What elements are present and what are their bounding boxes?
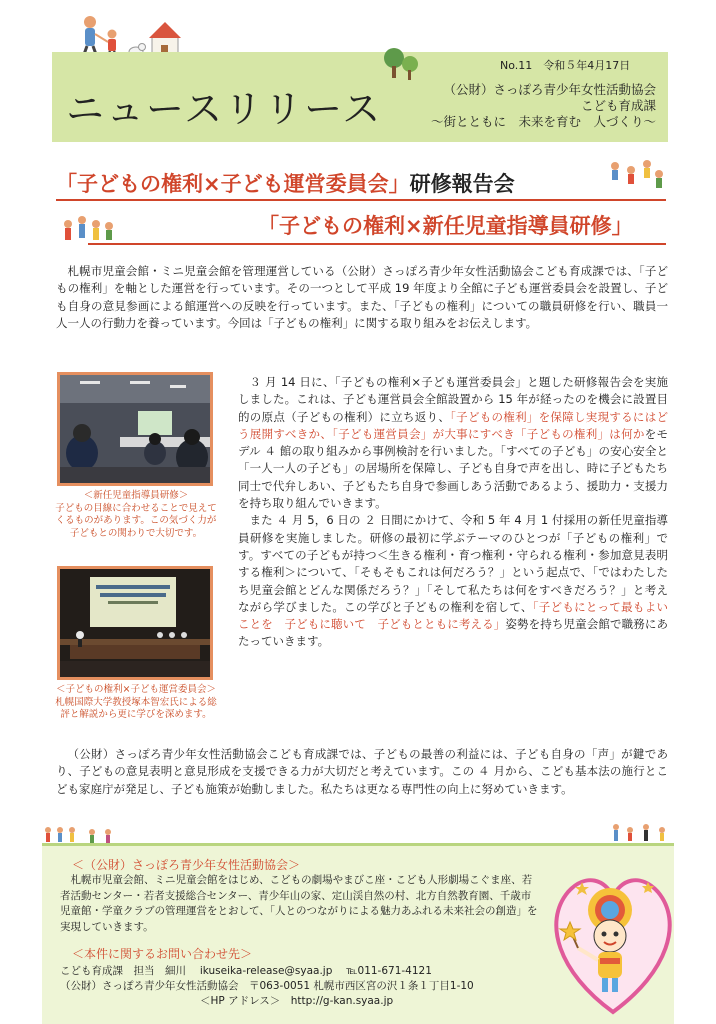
main-paragraph-1-highlight: 「子どもの権利」を保障し実現するにはどう展開すべきか、「子ども運営員会」が大事にすべき「子どもの権利」は何か [238,409,668,441]
contact-line-person: こども育成課 担当 細川 ikuseika-release@syaa.jp ℡011-671-4121 [60,965,432,977]
tagline: ～街とともに 未来を育む 人づくり～ [430,114,656,129]
footer-org-heading: ＜（公財）さっぽろ青少年女性活動協会＞ [72,858,301,872]
trees-icon [382,44,422,84]
main-body [238,374,668,651]
footer-org-description: 札幌市児童会館、ミニ児童会館をはじめ、こどもの劇場やまびこ座・こども人形劇場こぐま座、若者活動センター・若者支援総合センター、青少年山の家、定山渓自然の村、北方自然教育園、千歳市児童館・学童クラブの管理運営をとおして、「人とのつながりによる魅力あふれる未来社会の創造」を実現していきます。 [60,874,538,933]
main-paragraph-1-text-a: ３ 月 14 日に、「子どもの権利×子ども運営委員会」と題した研修報告会を実施しました。これは、子ども運営員会全館設置から 15 年が経ったのを機会に設置目的の原点（子どもの権利）に立ち返り、 [238,375,668,424]
org-name: （公財）さっぽろ青少年女性活動協会 [443,82,656,97]
main-paragraph-2 [238,512,668,650]
photo-1-caption [52,490,220,540]
footer-contact [60,964,474,1010]
headline-line-2: 「子どもの権利×新任児童指導員研修」 [258,214,633,238]
main-paragraph-2-text-b: 姿勢を持ち児童会館で職務にあたっていきます。 [238,617,668,649]
intro-paragraph: 札幌市児童会館・ミニ児童会館を管理運営している（公財）さっぽろ青少年女性活動協会こども育成課では、「子どもの権利」を軸とした運営を行っています。その一つとして平成 19 年度より全館に子ども運営委員会を設置し、子ども自身の意見参画による館運営への反映を行っています。また、「子どもの権利」についての職員研修を行い、職員一人一人の行動力を養っています。今回は「子どもの権利」に関する取り組みをお伝えします。 [56,264,668,330]
lecture-stage-image [60,569,210,677]
department-name: こども育成課 [580,98,656,113]
contact-line-website: ＜HP アドレス＞ http://g-kan.syaa.jp [200,995,394,1008]
headline-line-1-suffix: 研修報告会 [409,172,515,196]
mascot-character-logo [548,852,678,1022]
issue-number-date: No.11 令和５年4月17日 [500,59,631,72]
children-playing-illustration [605,158,667,194]
training-photo-new-staff [57,372,213,486]
photo-1-caption-body: 子どもの目線に合わせることで見えてくるものがあります。この気づく力が子どもとの関わりで大切です。 [55,502,217,539]
contact-line-address: （公財）さっぽろ青少年女性活動協会 〒063-0051 札幌市西区宮の沢１条１丁目1-10 [60,980,474,993]
headline-line-1 [56,168,515,198]
photo-2-caption-body: 札幌国際大学教授塚本智宏氏による総評と解説から更に学びを深めます。 [55,696,217,720]
footer-contact-heading: ＜本件に関するお問い合わせ先＞ [72,947,253,961]
photo-2-caption [52,684,220,722]
main-paragraph-2-highlight: 「子どもにとって最もよいことを 子どもに聴いて 子どもとともに考える」 [238,599,668,632]
headline-line-1-highlight: 「子どもの権利×子ども運営委員会」 [56,172,410,196]
main-paragraph-1 [238,374,668,512]
photo-1-caption-title: ＜新任児童指導員研修＞ [83,490,189,501]
main-paragraph-1-text-b: をモデル ４ 館の取り組みから事例検討を行いました。「すべての子ども」の安心安全と「一人一人の子ども」の居場所を保障し、子ども自身で声を出し、時に子どもたち同士で代弁しあい、子どもたち自身で参画しあう活動であるよう、援助力・支援力を持ち取り組んでいきます。 [238,426,669,511]
photo-2-caption-title: ＜子どもの権利×子ども運営委員会＞ [56,684,216,695]
headline-underline-1 [56,199,666,201]
main-paragraph-2-text-a: また ４ 月 5，6 日の ２ 日間にかけて、令和 5 年 4 月 1 付採用の新任児童指導員研修を実施しました。研修の最初に学ぶテーマのひとつが「子どもの権利」です。すべての子どもが持つ＜生きる権利・育つ権利・守られる権利・参加意見表明する権利＞について、「そもそもこれは何だろう？」という起点で、「ではわたしたち児童会館とどんな関係だろう？」「そして私たちは何をすべきだろう？」と考えながら学びました。この学びと子どもの権利を宿して、 [238,513,668,614]
closing-paragraph: （公財）さっぽろ青少年女性活動協会こども育成課では、子どもの最善の利益には、子ども自身の「声」が鍵であり、子どもの意見表明と意見形成を支援できる力が大切だと考えています。この ４ 月から、こども基本法の施行とこども家庭庁が発足し、子ども施策が始動しました。私たちは更なる専門性の向上に努めていきます。 [56,747,668,796]
header-organization [431,82,656,130]
adults-children-illustration [608,822,672,844]
training-photo-operating-committee [57,566,213,680]
seminar-room-image [60,375,210,483]
page-title: ニュースリリース [66,87,383,131]
headline-underline-2 [88,243,666,245]
